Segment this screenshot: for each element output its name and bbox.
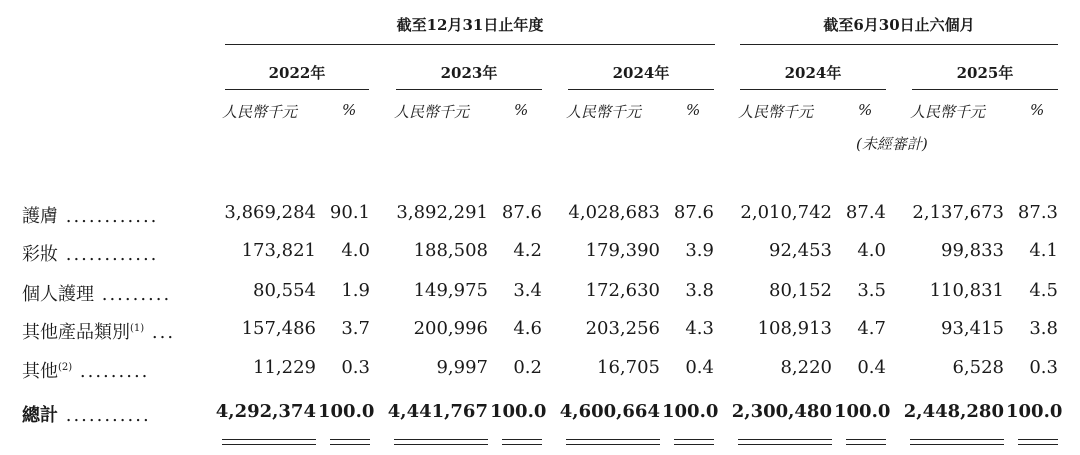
year-header: 2022年 xyxy=(268,64,326,82)
amount-cell: 92,453 xyxy=(769,240,832,261)
period-header-fy: 截至12月31日止年度 xyxy=(396,16,544,34)
amount-cell: 93,415 xyxy=(941,318,1004,339)
total-double-rule xyxy=(910,444,1004,445)
amount-cell: 8,220 xyxy=(780,357,832,378)
total-double-rule xyxy=(846,439,886,440)
period-header-6m: 截至6月30日止六個月 xyxy=(823,16,975,34)
percent-cell: 3.8 xyxy=(1029,318,1058,339)
row-label-text: 其他產品類別 xyxy=(22,322,130,343)
amount-cell: 11,229 xyxy=(253,357,316,378)
amount-cell: 2,300,480 xyxy=(731,401,832,422)
total-double-rule xyxy=(738,439,832,440)
amount-cell: 99,833 xyxy=(941,240,1004,261)
year-header: 2023年 xyxy=(440,64,498,82)
total-double-rule xyxy=(674,444,714,445)
year-header: 2024年 xyxy=(612,64,670,82)
total-double-rule xyxy=(502,444,542,445)
unit-header: 人民幣千元 xyxy=(566,103,642,121)
amount-cell: 4,292,374 xyxy=(215,401,316,422)
year-rule xyxy=(740,89,886,90)
dot-leader: ........... xyxy=(58,405,151,426)
total-label xyxy=(22,401,151,427)
percent-header: % xyxy=(514,101,529,119)
row-label xyxy=(22,357,149,383)
percent-header: % xyxy=(342,101,357,119)
percent-cell: 87.3 xyxy=(1017,202,1058,223)
percent-cell: 100.0 xyxy=(318,401,375,422)
percent-cell: 3.5 xyxy=(857,280,886,301)
row-label xyxy=(22,202,158,228)
percent-cell: 4.5 xyxy=(1029,280,1058,301)
amount-cell: 2,448,280 xyxy=(903,401,1004,422)
total-double-rule xyxy=(330,444,370,445)
total-double-rule xyxy=(674,439,714,440)
period-rule-fy xyxy=(225,44,715,45)
amount-cell: 110,831 xyxy=(929,280,1004,301)
unit-header: 人民幣千元 xyxy=(394,103,470,121)
row-label-text: 護膚 xyxy=(22,206,58,227)
percent-cell: 100.0 xyxy=(490,401,547,422)
amount-cell: 188,508 xyxy=(413,240,488,261)
amount-cell: 3,892,291 xyxy=(396,202,488,223)
total-double-rule xyxy=(502,439,542,440)
percent-cell: 100.0 xyxy=(834,401,891,422)
amount-cell: 3,869,284 xyxy=(224,202,316,223)
percent-header: % xyxy=(858,101,873,119)
percent-cell: 87.4 xyxy=(845,202,886,223)
year-header: 2025年 xyxy=(956,64,1014,82)
row-label-text: 個人護理 xyxy=(22,284,94,305)
percent-header: % xyxy=(686,101,701,119)
percent-header: % xyxy=(1030,101,1045,119)
footnote-marker: (2) xyxy=(58,362,73,373)
total-double-rule xyxy=(566,439,660,440)
period-rule-6m xyxy=(740,44,1058,45)
percent-cell: 87.6 xyxy=(501,202,542,223)
percent-cell: 4.3 xyxy=(685,318,714,339)
total-double-rule xyxy=(1018,439,1058,440)
unaudited-note: (未經審計) xyxy=(856,135,928,153)
dot-leader: ... xyxy=(144,322,176,343)
year-rule xyxy=(225,89,369,90)
total-double-rule xyxy=(222,444,316,445)
row-label xyxy=(22,240,158,266)
percent-cell: 100.0 xyxy=(1006,401,1063,422)
amount-cell: 200,996 xyxy=(413,318,488,339)
percent-cell: 3.8 xyxy=(685,280,714,301)
percent-cell: 3.7 xyxy=(341,318,370,339)
percent-cell: 1.9 xyxy=(341,280,370,301)
dot-leader: ............ xyxy=(58,206,159,227)
amount-cell: 172,630 xyxy=(585,280,660,301)
amount-cell: 179,390 xyxy=(585,240,660,261)
percent-cell: 0.4 xyxy=(857,357,886,378)
percent-cell: 0.3 xyxy=(1029,357,1058,378)
total-double-rule xyxy=(910,439,1004,440)
percent-cell: 87.6 xyxy=(673,202,714,223)
total-double-rule xyxy=(394,439,488,440)
amount-cell: 203,256 xyxy=(585,318,660,339)
dot-leader: ............ xyxy=(58,244,159,265)
row-label xyxy=(22,318,175,344)
total-double-rule xyxy=(738,444,832,445)
amount-cell: 9,997 xyxy=(436,357,488,378)
unit-header: 人民幣千元 xyxy=(910,103,986,121)
row-label-text: 其他 xyxy=(22,361,58,382)
total-double-rule xyxy=(394,444,488,445)
year-rule xyxy=(568,89,714,90)
amount-cell: 4,600,664 xyxy=(559,401,660,422)
row-label xyxy=(22,280,171,306)
row-label-text: 彩妝 xyxy=(22,244,58,265)
percent-cell: 4.6 xyxy=(513,318,542,339)
percent-cell: 4.7 xyxy=(857,318,886,339)
percent-cell: 4.0 xyxy=(341,240,370,261)
amount-cell: 80,152 xyxy=(769,280,832,301)
percent-cell: 0.4 xyxy=(685,357,714,378)
percent-cell: 100.0 xyxy=(662,401,719,422)
dot-leader: ......... xyxy=(72,361,150,382)
total-double-rule xyxy=(566,444,660,445)
amount-cell: 4,028,683 xyxy=(568,202,660,223)
amount-cell: 2,137,673 xyxy=(912,202,1004,223)
amount-cell: 80,554 xyxy=(253,280,316,301)
dot-leader: ......... xyxy=(94,284,172,305)
unit-header: 人民幣千元 xyxy=(738,103,814,121)
total-double-rule xyxy=(1018,444,1058,445)
percent-cell: 0.2 xyxy=(513,357,542,378)
amount-cell: 16,705 xyxy=(597,357,660,378)
amount-cell: 4,441,767 xyxy=(387,401,488,422)
percent-cell: 4.2 xyxy=(513,240,542,261)
percent-cell: 4.1 xyxy=(1029,240,1058,261)
amount-cell: 108,913 xyxy=(757,318,832,339)
unit-header: 人民幣千元 xyxy=(222,103,298,121)
amount-cell: 173,821 xyxy=(241,240,316,261)
year-rule xyxy=(912,89,1058,90)
percent-cell: 3.9 xyxy=(685,240,714,261)
percent-cell: 3.4 xyxy=(513,280,542,301)
amount-cell: 6,528 xyxy=(952,357,1004,378)
amount-cell: 2,010,742 xyxy=(740,202,832,223)
percent-cell: 90.1 xyxy=(329,202,370,223)
amount-cell: 157,486 xyxy=(241,318,316,339)
amount-cell: 149,975 xyxy=(413,280,488,301)
total-double-rule xyxy=(222,439,316,440)
footnote-marker: (1) xyxy=(130,323,145,334)
row-label-text: 總計 xyxy=(22,405,58,426)
year-rule xyxy=(396,89,542,90)
percent-cell: 4.0 xyxy=(857,240,886,261)
total-double-rule xyxy=(846,444,886,445)
year-header: 2024年 xyxy=(784,64,842,82)
percent-cell: 0.3 xyxy=(341,357,370,378)
total-double-rule xyxy=(330,439,370,440)
